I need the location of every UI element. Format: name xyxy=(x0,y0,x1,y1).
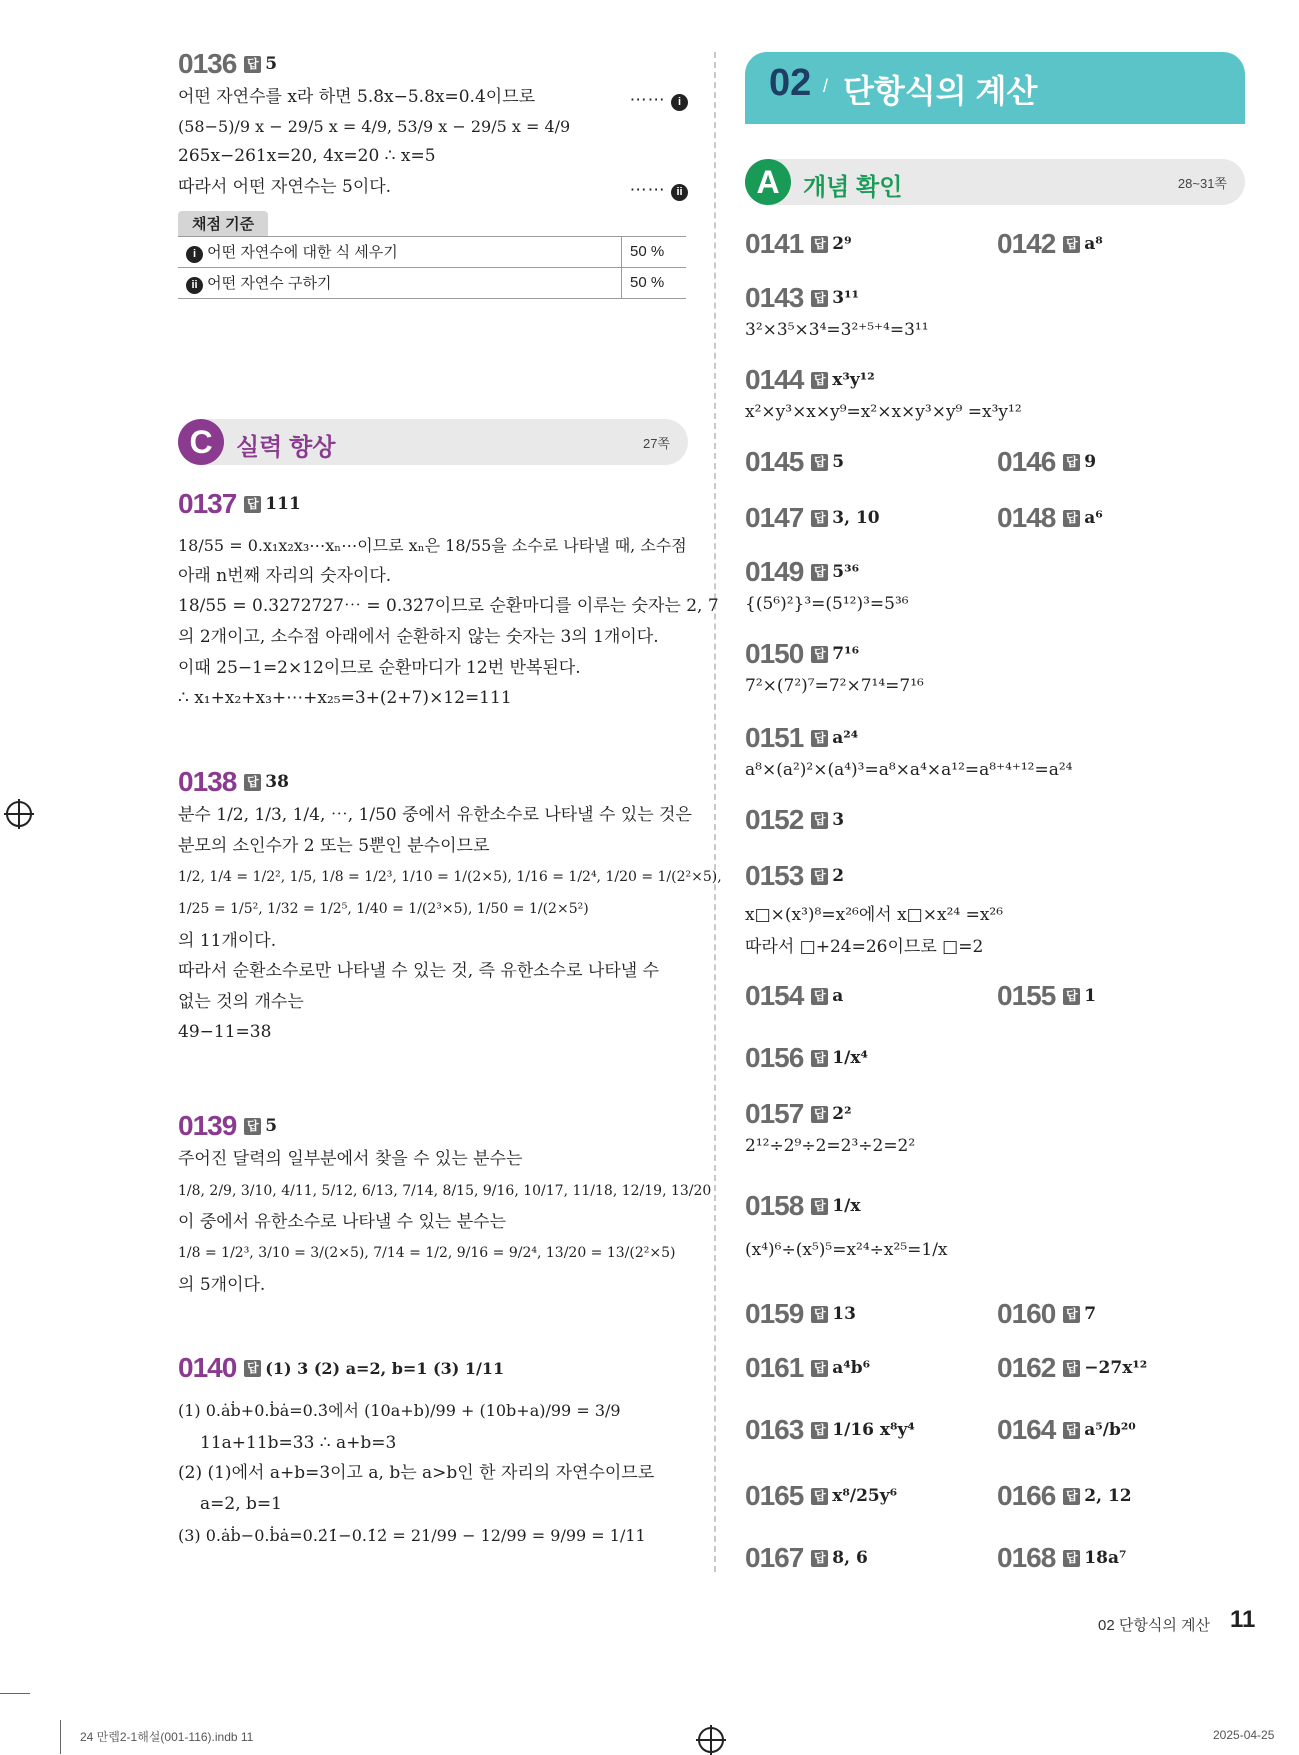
problem-0161 xyxy=(745,1352,870,1384)
answer-badge: 답 xyxy=(1063,236,1080,253)
answer-badge: 답 xyxy=(244,496,261,513)
answer: 9 xyxy=(1084,452,1097,472)
answer: 1/x⁴ xyxy=(832,1048,868,1068)
solution-line: 어떤 자연수를 x라 하면 5.8̇x−5.8x=0.4̇이므로 xyxy=(178,87,536,107)
section-letter: A xyxy=(745,159,791,205)
answer: x³y¹² xyxy=(832,370,875,390)
answer: 1/x xyxy=(832,1196,861,1216)
answer: 3¹¹ xyxy=(832,288,860,308)
answer-badge: 답 xyxy=(811,564,828,581)
answer-badge: 답 xyxy=(1063,988,1080,1005)
criteria-table xyxy=(178,236,686,299)
problem-number: 0141 xyxy=(745,228,804,259)
section-banner-a xyxy=(745,159,1245,205)
problem-number: 0162 xyxy=(997,1352,1056,1383)
problem-number: 0153 xyxy=(745,860,804,891)
problem-0146 xyxy=(997,446,1096,478)
solution-line: a=2, b=1 xyxy=(200,1493,282,1514)
criteria-title: 채점 기준 xyxy=(178,211,268,236)
answer-badge: 답 xyxy=(811,290,828,307)
problem-0153 xyxy=(745,860,844,892)
problem-number: 0136 xyxy=(178,48,237,79)
solution-line: 3²×3⁵×3⁴=3²⁺⁵⁺⁴=3¹¹ xyxy=(745,320,929,340)
answer: 8, 6 xyxy=(832,1548,868,1568)
answer-badge: 답 xyxy=(1063,454,1080,471)
section-page: 28~31쪽 xyxy=(1177,176,1227,191)
problem-number: 0166 xyxy=(997,1480,1056,1511)
marker: i xyxy=(186,246,203,263)
answer: 13 xyxy=(832,1304,856,1324)
solution-line: 의 11개이다. xyxy=(178,930,277,951)
solution-line: 없는 것의 개수는 xyxy=(178,991,304,1012)
problem-number: 0151 xyxy=(745,722,804,753)
answer: 5³⁶ xyxy=(832,562,860,582)
answer-badge: 답 xyxy=(244,1360,261,1377)
solution-line: 1/25 = 1/5², 1/32 = 1/2⁵, 1/40 = 1/(2³×5), 1/50 = 1/(2×5²) xyxy=(178,901,589,918)
answer: 2⁹ xyxy=(832,234,852,254)
problem-0154 xyxy=(745,980,843,1012)
problem-0150 xyxy=(745,638,859,670)
problem-0144 xyxy=(745,364,875,396)
problem-0155 xyxy=(997,980,1096,1012)
answer-badge: 답 xyxy=(811,812,828,829)
criteria-text: 어떤 자연수 구하기 xyxy=(207,274,332,292)
problem-number: 0140 xyxy=(178,1352,237,1383)
problem-0142 xyxy=(997,228,1103,260)
problem-number: 0159 xyxy=(745,1298,804,1329)
problem-0163 xyxy=(745,1414,915,1446)
answer-badge: 답 xyxy=(811,1550,828,1567)
solution-line: 주어진 달력의 일부분에서 찾을 수 있는 분수는 xyxy=(178,1149,523,1169)
solution-line: (58−5)/9 x − 29/5 x = 4/9, 53/9 x − 29/5 x = 4/9 xyxy=(178,116,571,136)
solution-line: 분모의 소인수가 2 또는 5뿐인 분수이므로 xyxy=(178,835,490,856)
problem-0166 xyxy=(997,1480,1132,1512)
print-date: 2025-04-25 xyxy=(1213,1728,1275,1742)
problem-number: 0155 xyxy=(997,980,1056,1011)
problem-0138 xyxy=(178,764,722,1048)
answer-badge: 답 xyxy=(244,56,261,73)
chapter-slash: / xyxy=(823,76,829,96)
marker-ii: ii xyxy=(671,184,688,201)
answer: 2, 12 xyxy=(1084,1486,1132,1506)
problem-0145 xyxy=(745,446,844,478)
grading-criteria xyxy=(178,211,688,299)
solution-line: 따라서 어떤 자연수는 5이다. xyxy=(178,176,392,197)
answer: 3 xyxy=(832,810,845,830)
solution-line: 49−11=38 xyxy=(178,1022,272,1043)
section-title: 개념 확인 xyxy=(803,174,903,201)
dots: ⋯⋯ xyxy=(629,179,666,200)
problem-0165 xyxy=(745,1480,897,1512)
section-page: 27쪽 xyxy=(642,436,670,451)
dots: ⋯⋯ xyxy=(629,90,666,110)
marker-i: i xyxy=(671,94,688,111)
answer-badge: 답 xyxy=(1063,510,1080,527)
problem-0137 xyxy=(178,486,719,714)
problem-0156 xyxy=(745,1042,868,1074)
problem-number: 0161 xyxy=(745,1352,804,1383)
criteria-text: 어떤 자연수에 대한 식 세우기 xyxy=(207,243,398,261)
solution-line: 1/8, 2/9, 3/10, 4/11, 5/12, 6/13, 7/14, 8/15, 9/16, 10/17, 11/18, 12/19, 13/20 xyxy=(178,1182,712,1199)
answer: (1) 3 (2) a=2, b=1 (3) 1/11 xyxy=(265,1358,505,1378)
solution-line: 따라서 □+24=26이므로 □=2 xyxy=(745,937,984,957)
problem-number: 0163 xyxy=(745,1414,804,1445)
problem-number: 0137 xyxy=(178,488,237,519)
problem-number: 0164 xyxy=(997,1414,1056,1445)
answer: a xyxy=(832,986,844,1006)
solution-line: 의 5개이다. xyxy=(178,1274,266,1295)
problem-number: 0152 xyxy=(745,804,804,835)
solution-line: 분수 1/2, 1/3, 1/4, ⋯, 1/50 중에서 유한소수로 나타낼 수 있는 것은 xyxy=(178,805,692,825)
problem-number: 0150 xyxy=(745,638,804,669)
problem-number: 0139 xyxy=(178,1110,237,1141)
problem-number: 0145 xyxy=(745,446,804,477)
solution-line: (2) (1)에서 a+b=3이고 a, b는 a>b인 한 자리의 자연수이므로 xyxy=(178,1463,655,1484)
problem-number: 0144 xyxy=(745,364,804,395)
problem-0160 xyxy=(997,1298,1096,1330)
footer-chapter-label: 02 단항식의 계산 xyxy=(1098,1617,1210,1634)
answer: 111 xyxy=(265,494,301,514)
problem-0157 xyxy=(745,1098,852,1130)
answer-badge: 답 xyxy=(811,454,828,471)
problem-number: 0142 xyxy=(997,228,1056,259)
solution-line: 1/8 = 1/2³, 3/10 = 3/(2×5), 7/14 = 1/2, 9/16 = 9/2⁴, 13/20 = 13/(2²×5) xyxy=(178,1245,676,1262)
criteria-pct: 50 % xyxy=(622,236,687,267)
solution-line: a⁸×(a²)²×(a⁴)³=a⁸×a⁴×a¹²=a⁸⁺⁴⁺¹²=a²⁴ xyxy=(745,760,1073,780)
criteria-pct: 50 % xyxy=(622,267,687,298)
problem-0149 xyxy=(745,556,859,588)
answer-badge: 답 xyxy=(244,1118,261,1135)
problem-number: 0146 xyxy=(997,446,1056,477)
file-info: 24 만렙2-1해설(001-116).indb 11 xyxy=(80,1730,254,1744)
answer-badge: 답 xyxy=(811,1306,828,1323)
solution-line: (x⁴)⁶÷(x⁵)⁵=x²⁴÷x²⁵=1/x xyxy=(745,1240,948,1260)
answer-badge: 답 xyxy=(244,774,261,791)
answer: 3, 10 xyxy=(832,508,880,528)
answer-badge: 답 xyxy=(1063,1360,1080,1377)
registration-mark-icon xyxy=(6,801,32,827)
page-number: 11 xyxy=(1230,1606,1256,1633)
answer-badge: 답 xyxy=(811,868,828,885)
section-banner-c xyxy=(178,419,688,465)
solution-line: 이 중에서 유한소수로 나타낼 수 있는 분수는 xyxy=(178,1211,507,1232)
answer-badge: 답 xyxy=(811,236,828,253)
registration-mark-icon xyxy=(698,1727,724,1753)
answer-badge: 답 xyxy=(811,1422,828,1439)
solution-line: (1) 0.ȧḃ+0.ḃȧ=0.3̇에서 (10a+b)/99 + (10b+a)/99 = 3/9 xyxy=(178,1401,621,1420)
answer-badge: 답 xyxy=(1063,1550,1080,1567)
solution-line: 18/55 = 0.x₁x₂x₃⋯xₙ⋯이므로 xₙ은 18/55을 소수로 나타낼 때, 소수점 xyxy=(178,536,687,555)
problem-0140 xyxy=(178,1350,688,1553)
answer-badge: 답 xyxy=(811,372,828,389)
answer: 1/16 x⁸y⁴ xyxy=(832,1420,915,1440)
answer-badge: 답 xyxy=(811,1050,828,1067)
solution-line: 따라서 순환소수로만 나타낼 수 있는 것, 즉 유한소수로 나타낼 수 xyxy=(178,961,660,982)
solution-line: 1/2, 1/4 = 1/2², 1/5, 1/8 = 1/2³, 1/10 = 1/(2×5), 1/16 = 1/2⁴, 1/20 = 1/(2²×5), xyxy=(178,869,722,886)
problem-0152 xyxy=(745,804,844,836)
problem-number: 0148 xyxy=(997,502,1056,533)
solution-line: x□×(x³)⁸=x²⁶에서 x□×x²⁴ =x²⁶ xyxy=(745,905,1004,925)
answer-badge: 답 xyxy=(1063,1488,1080,1505)
criteria-row xyxy=(178,267,686,298)
crop-mark xyxy=(0,1693,30,1694)
answer-badge: 답 xyxy=(811,988,828,1005)
answer-badge: 답 xyxy=(811,510,828,527)
solution-line: ∴ x₁+x₂+x₃+⋯+x₂₅=3+(2+7)×12=111 xyxy=(178,688,512,709)
answer: a⁵/b²⁰ xyxy=(1084,1420,1136,1440)
problem-number: 0157 xyxy=(745,1098,804,1129)
solution-line: 이때 25−1=2×12이므로 순환마디가 12번 반복된다. xyxy=(178,657,581,678)
column-divider xyxy=(714,52,716,1572)
problem-0167 xyxy=(745,1542,868,1574)
problem-0141 xyxy=(745,228,852,260)
problem-number: 0143 xyxy=(745,282,804,313)
answer: 38 xyxy=(265,772,289,792)
solution-line: 18/55 = 0.3272727⋯ = 0.32̇7̇이므로 순환마디를 이루는 숫자는 2, 7 xyxy=(178,596,719,617)
problem-0136 xyxy=(178,46,688,299)
answer-badge: 답 xyxy=(811,1360,828,1377)
answer-badge: 답 xyxy=(811,1488,828,1505)
answer: 1 xyxy=(1084,986,1097,1006)
problem-0148 xyxy=(997,502,1103,534)
answer: 2² xyxy=(832,1104,852,1124)
answer: a⁸ xyxy=(1084,234,1103,254)
answer: a⁶ xyxy=(1084,508,1103,528)
answer: 18a⁷ xyxy=(1084,1548,1127,1568)
answer: 5 xyxy=(832,452,845,472)
solution-line: (3) 0.ȧḃ−0.ḃȧ=0.2̇1̇−0.1̇2̇ = 21/99 − 12/99 = 9/99 = 1/11 xyxy=(178,1526,646,1546)
answer-badge: 답 xyxy=(811,730,828,747)
problem-number: 0168 xyxy=(997,1542,1056,1573)
crop-mark xyxy=(60,1720,61,1754)
problem-0158 xyxy=(745,1190,860,1222)
answer-badge: 답 xyxy=(811,646,828,663)
solution-line: 7²×(7²)⁷=7²×7¹⁴=7¹⁶ xyxy=(745,676,924,696)
problem-0151 xyxy=(745,722,858,754)
answer: 7 xyxy=(1084,1304,1097,1324)
problem-number: 0154 xyxy=(745,980,804,1011)
problem-0139 xyxy=(178,1108,712,1300)
criteria-row xyxy=(178,236,686,267)
solution-line: 아래 n번째 자리의 숫자이다. xyxy=(178,565,392,586)
problem-number: 0165 xyxy=(745,1480,804,1511)
chapter-banner xyxy=(745,52,1245,124)
problem-number: 0147 xyxy=(745,502,804,533)
answer: a⁴b⁶ xyxy=(832,1358,871,1378)
answer-badge: 답 xyxy=(811,1198,828,1215)
section-title: 실력 향상 xyxy=(236,434,336,461)
answer-badge: 답 xyxy=(811,1106,828,1123)
problem-number: 0138 xyxy=(178,766,237,797)
problem-0164 xyxy=(997,1414,1136,1446)
solution-line: {(5⁶)²}³=(5¹²)³=5³⁶ xyxy=(745,594,909,614)
solution-line: 2¹²÷2⁹÷2=2³÷2=2² xyxy=(745,1136,916,1156)
answer: x⁸/25y⁶ xyxy=(832,1486,898,1506)
section-letter: C xyxy=(178,419,224,465)
problem-0162 xyxy=(997,1352,1147,1384)
problem-0143 xyxy=(745,282,859,314)
solution-line: 11a+11b=33 ∴ a+b=3 xyxy=(200,1432,397,1453)
answer: 7¹⁶ xyxy=(832,644,860,664)
problem-0168 xyxy=(997,1542,1126,1574)
problem-0159 xyxy=(745,1298,856,1330)
solution-line: 265x−261x=20, 4x=20 ∴ x=5 xyxy=(178,146,436,167)
answer: 2 xyxy=(832,866,845,886)
solution-line: 의 2개이고, 소수점 아래에서 순환하지 않는 숫자는 3의 1개이다. xyxy=(178,626,659,647)
answer: 5 xyxy=(265,1116,278,1136)
problem-number: 0160 xyxy=(997,1298,1056,1329)
answer-badge: 답 xyxy=(1063,1422,1080,1439)
problem-number: 0156 xyxy=(745,1042,804,1073)
problem-number: 0158 xyxy=(745,1190,804,1221)
problem-0147 xyxy=(745,502,880,534)
solution-line: x²×y³×x×y⁹=x²×x×y³×y⁹ =x³y¹² xyxy=(745,402,1022,422)
answer: 5 xyxy=(265,54,278,74)
problem-number: 0149 xyxy=(745,556,804,587)
chapter-title: 단항식의 계산 xyxy=(843,73,1038,109)
answer: −27x¹² xyxy=(1084,1358,1148,1378)
problem-number: 0167 xyxy=(745,1542,804,1573)
answer-badge: 답 xyxy=(1063,1306,1080,1323)
answer: a²⁴ xyxy=(832,728,859,748)
chapter-number: 02 xyxy=(769,62,812,104)
marker: ii xyxy=(186,277,203,294)
